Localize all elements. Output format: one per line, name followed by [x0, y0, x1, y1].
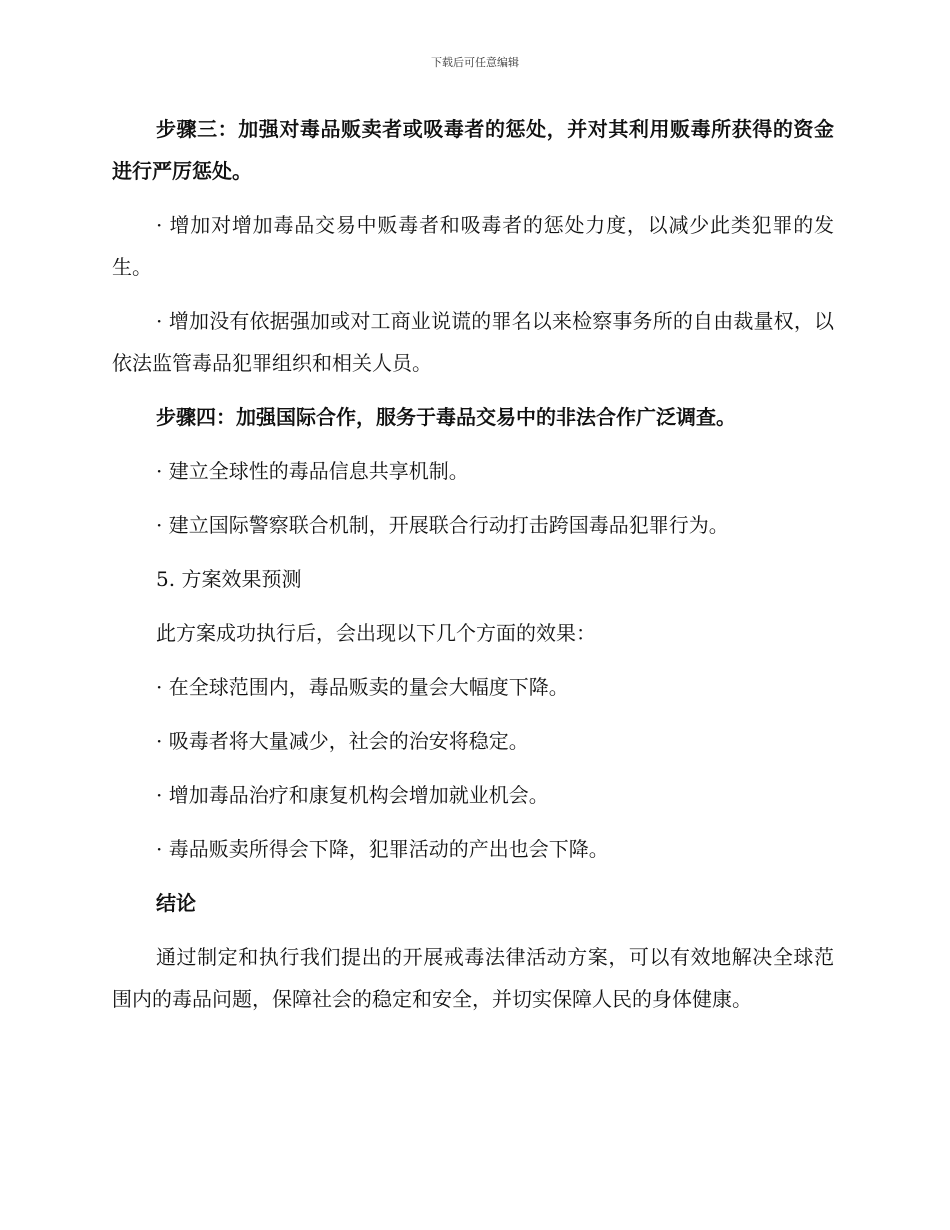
- bullet-item: · 增加毒品治疗和康复机构会增加就业机会。: [156, 783, 549, 807]
- step-four-heading: 步骤四：加强国际合作，服务于毒品交易中的非法合作广泛调查。: [156, 405, 736, 429]
- bullet-item: · 建立全球性的毒品信息共享机制。: [156, 459, 469, 483]
- step-three-heading: 步骤三：加强对毒品贩卖者或吸毒者的惩处，并对其利用贩毒所获得的资金进行严厉惩处。: [112, 117, 834, 183]
- bullet-item: · 建立国际警察联合机制，开展联合行动打击跨国毒品犯罪行为。: [156, 513, 729, 537]
- section-heading: 5. 方案效果预测: [156, 567, 302, 591]
- page-header: 下载后可任意编辑: [431, 56, 519, 69]
- conclusion-paragraph: 通过制定和执行我们提出的开展戒毒法律活动方案，可以有效地解决全球范围内的毒品问题，保障社会的稳定和安全，并切实保障人民的身体健康。: [112, 945, 834, 1011]
- bullet-item: · 在全球范围内，毒品贩卖的量会大幅度下降。: [156, 675, 569, 699]
- intro-paragraph: 此方案成功执行后，会出现以下几个方面的效果：: [156, 621, 596, 645]
- bullet-item: · 增加没有依据强加或对工商业说谎的罪名以来检察事务所的自由裁量权，以依法监管毒品犯罪组织和相关人员。: [112, 309, 834, 375]
- conclusion-heading: 结论: [156, 891, 196, 915]
- bullet-item: · 毒品贩卖所得会下降，犯罪活动的产出也会下降。: [156, 837, 609, 861]
- document-body: [112, 108, 834, 1032]
- bullet-item: · 增加对增加毒品交易中贩毒者和吸毒者的惩处力度，以减少此类犯罪的发生。: [112, 213, 834, 279]
- bullet-item: · 吸毒者将大量减少，社会的治安将稳定。: [156, 729, 529, 753]
